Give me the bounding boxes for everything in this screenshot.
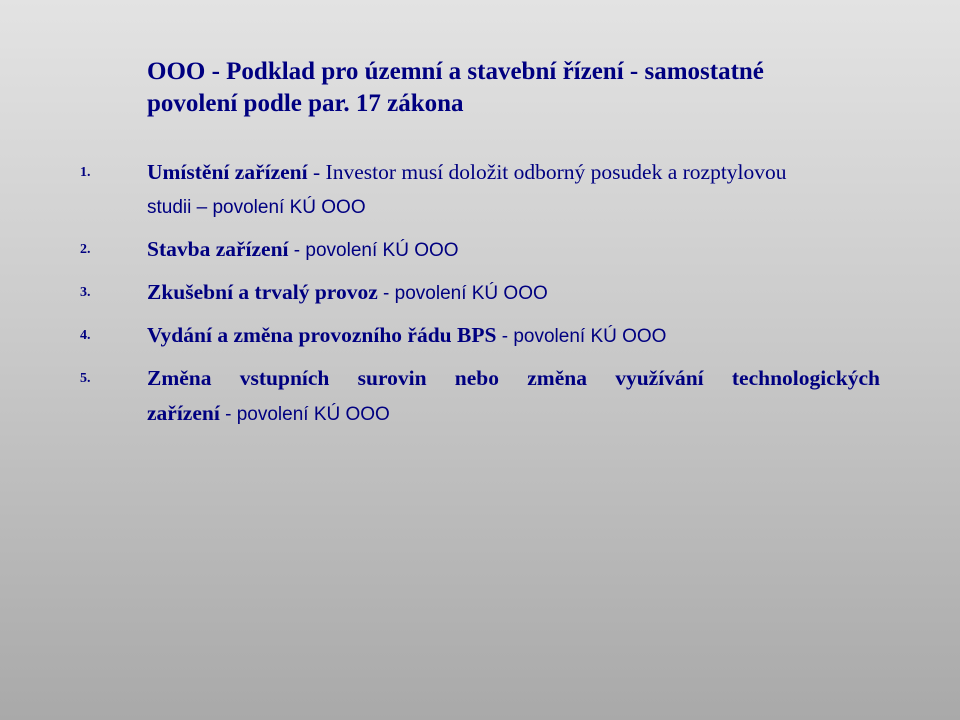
item-heading: Stavba zařízení bbox=[147, 237, 289, 261]
item-number: 3. bbox=[80, 285, 91, 300]
list-item-1 bbox=[80, 155, 880, 225]
item-heading: Zkušební a trvalý provoz bbox=[147, 280, 378, 304]
item-text: - povolení KÚ OOO bbox=[496, 326, 667, 347]
item-heading-continued: zařízení bbox=[147, 401, 220, 425]
item-text: - povolení KÚ OOO bbox=[288, 240, 459, 261]
item-text: - povolení KÚ OOO bbox=[219, 404, 390, 425]
list-item-2 bbox=[80, 232, 880, 268]
slide-title-line2: povolení podle par. 17 zákona bbox=[147, 90, 464, 117]
item-text: - Investor musí doložit odborný posudek a rozptylovou bbox=[307, 160, 787, 184]
item-heading: Vydání a změna provozního řádu BPS bbox=[147, 323, 497, 347]
item-list bbox=[80, 155, 880, 439]
item-heading: Umístění zařízení bbox=[147, 160, 308, 184]
item-number: 2. bbox=[80, 242, 91, 257]
item-text: - povolení KÚ OOO bbox=[377, 283, 548, 304]
item-text-continued: studii – povolení KÚ OOO bbox=[147, 197, 366, 218]
slide-title-line1: OOO - Podklad pro územní a stavební řízení - samostatné bbox=[147, 58, 764, 85]
item-number: 1. bbox=[80, 165, 91, 180]
item-number: 4. bbox=[80, 328, 91, 343]
list-item-5 bbox=[80, 361, 880, 432]
list-item-4 bbox=[80, 318, 880, 354]
list-item-3 bbox=[80, 275, 880, 311]
slide-title bbox=[147, 56, 880, 120]
item-number: 5. bbox=[80, 371, 91, 386]
item-heading: Změna vstupních surovin nebo změna využívání technologických bbox=[147, 366, 880, 390]
item-text-continued bbox=[147, 396, 880, 432]
